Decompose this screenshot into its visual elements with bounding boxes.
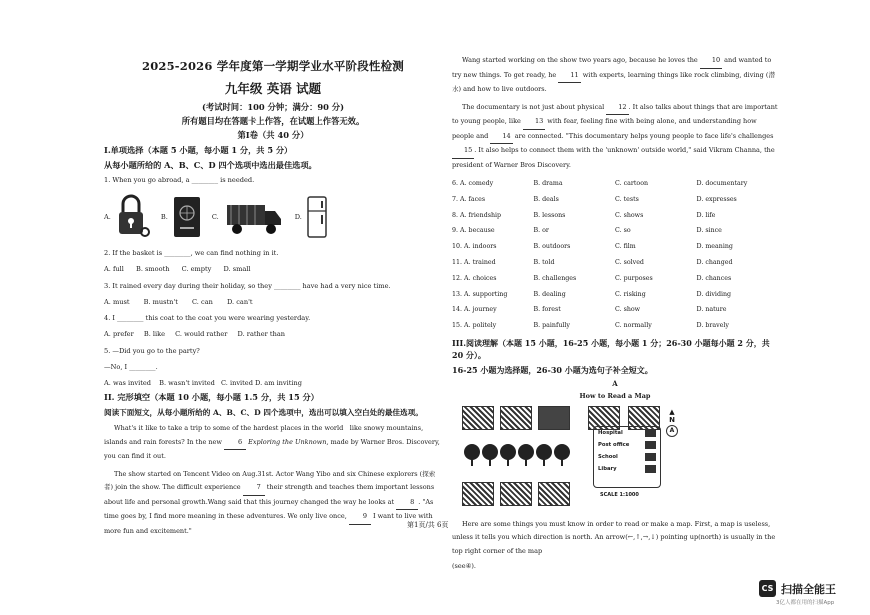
option: C. film bbox=[615, 243, 636, 251]
option: C. shows bbox=[615, 211, 644, 219]
q1-images bbox=[104, 191, 442, 243]
option: C. tests bbox=[615, 195, 639, 203]
options-row-13 bbox=[452, 287, 778, 303]
q5-stem: 5. —Did you go to the party? bbox=[104, 346, 200, 355]
section2-heading: II. 完形填空（本题 10 小题，每小题 1.5 分，共 15 分） bbox=[104, 392, 319, 402]
cloze-text: and wanted to try new things. To get ready, he bbox=[452, 56, 772, 79]
cloze-paragraph-2 bbox=[104, 468, 442, 539]
q4-options bbox=[104, 328, 442, 342]
map-tile bbox=[462, 482, 494, 506]
option: B. dealing bbox=[533, 290, 566, 298]
option: D. nature bbox=[696, 306, 727, 314]
section1-instruction: 从每小题所给的 A、B、C、D 四个选项中选出最佳选项。 bbox=[104, 160, 317, 170]
cloze-text: I want to live with more fun and excitement." bbox=[104, 512, 433, 535]
section2-instruction: 阅读下面短文，从每小题所给的 A、B、C、D 四个选项中，选出可以填入空白处的最佳选项。 bbox=[104, 408, 423, 417]
q3-options bbox=[104, 296, 442, 310]
options-row-15 bbox=[452, 318, 778, 334]
q4-option-d: D. rather than bbox=[237, 330, 285, 338]
cloze-text: . It also talks about things that are important to young people, like bbox=[452, 102, 778, 125]
option: 12. A. choices bbox=[452, 274, 497, 282]
brand-name: 扫描全能王 bbox=[781, 582, 836, 596]
cloze-text: are connected. "This documentary helps young people to face life's challenges bbox=[514, 131, 774, 140]
part-label: 第Ⅰ卷（共 40 分） bbox=[237, 130, 309, 140]
options-row-8 bbox=[452, 208, 778, 224]
option: 14. A. journey bbox=[452, 306, 497, 314]
option: B. challenges bbox=[533, 274, 577, 282]
map-tile bbox=[500, 482, 532, 506]
map-scale: SCALE 1:1000 bbox=[600, 491, 639, 498]
option: C. risking bbox=[615, 290, 646, 298]
page-number: 第1页/共 6页 bbox=[407, 521, 449, 529]
options-row-9 bbox=[452, 223, 778, 239]
trees-icon bbox=[462, 440, 582, 470]
options-row-7 bbox=[452, 192, 778, 208]
section3-heading: III.阅读理解（本题 15 小题，16-25 小题，每小题 1 分；26-30 小题每小题 2 分，共 20 分）。 bbox=[452, 337, 770, 360]
scanner-watermark bbox=[759, 580, 836, 597]
compass-sub: A bbox=[666, 425, 678, 437]
cloze-paragraph-4 bbox=[452, 101, 778, 173]
options-row-10 bbox=[452, 239, 778, 255]
truck-icon bbox=[223, 197, 285, 237]
option: B. painfully bbox=[533, 322, 570, 330]
cloze-text: their strength and teaches them important lessons about life and personal growth.Wang said that this journey changed the way he looks at bbox=[104, 483, 435, 506]
compass bbox=[666, 408, 678, 438]
compass-arrow-icon: ▲ bbox=[669, 407, 675, 416]
blank-7: 7 bbox=[243, 481, 265, 496]
post-office-icon bbox=[645, 441, 656, 449]
option: B. lessons bbox=[533, 211, 566, 219]
option: C. so bbox=[615, 227, 631, 235]
map-paragraph-end: (see④). bbox=[452, 562, 476, 571]
option: D. dividing bbox=[696, 290, 732, 298]
legend-label: Post office bbox=[598, 441, 630, 448]
map-text: Here are some things you must know in order to read or make a map. First, a map is useless, unless it tells you which direction is north. An arrow(←,↑,→,↓) pointing up(north) is usually in the top right corner of the map bbox=[452, 519, 776, 555]
option: D. since bbox=[696, 227, 722, 235]
q4-option-c: C. would rather bbox=[175, 330, 228, 338]
exam-instruction: 所有题目均在答题卡上作答，在试题上作答无效。 bbox=[181, 116, 365, 126]
q5-options bbox=[104, 377, 442, 391]
options-row-14 bbox=[452, 302, 778, 318]
legend-item bbox=[594, 427, 660, 439]
q1-label-c: C. bbox=[211, 213, 219, 221]
option: B. outdoors bbox=[533, 243, 571, 251]
blank-15: 15 bbox=[452, 144, 474, 159]
q5-reply: —No, I ________. bbox=[104, 362, 158, 371]
option: 8. A. friendship bbox=[452, 211, 502, 219]
exam-info: (考试时间：100 分钟；满分：90 分) bbox=[201, 102, 345, 112]
q4-stem: 4. I ________ this coat to the coat you were wearing yesterday. bbox=[104, 314, 311, 322]
blank-13: 13 bbox=[523, 115, 545, 130]
q3-option-b: B. mustn't bbox=[143, 297, 178, 306]
option: 6. A. comedy bbox=[452, 180, 494, 187]
cloze-text: . "As time goes by, I find more meaning in these adventures. We only live once, bbox=[104, 497, 434, 520]
cloze-text: Wang started working on the show two years ago, because he loves the bbox=[462, 56, 698, 64]
option: 7. A. faces bbox=[452, 195, 486, 203]
option: 13. A. supporting bbox=[452, 290, 508, 298]
option: B. told bbox=[533, 258, 555, 266]
map-tile bbox=[538, 482, 570, 506]
cloze-text: The show started on Tencent Video on Aug.31st. Actor Wang Yibo and six Chinese explorers (探索者) join the show. The difficult experience bbox=[104, 469, 436, 491]
option: D. documentary bbox=[696, 180, 748, 187]
legend-label: Libary bbox=[598, 465, 617, 472]
q1-label-d: D. bbox=[294, 213, 302, 221]
q3-option-c: C. can bbox=[192, 297, 213, 306]
options-row-11 bbox=[452, 255, 778, 271]
hospital-icon bbox=[645, 429, 656, 437]
compass-label: N bbox=[669, 415, 675, 424]
option: C. normally bbox=[615, 322, 652, 330]
option: B. deals bbox=[533, 195, 559, 203]
option: B. or bbox=[533, 227, 549, 235]
cloze-options-table bbox=[452, 176, 778, 334]
library-icon bbox=[645, 465, 656, 473]
blank-6: 6 bbox=[224, 436, 246, 451]
section1-heading: I.单项选择（本题 5 小题，每小题 1 分，共 5 分） bbox=[104, 145, 293, 155]
options-row-12 bbox=[452, 271, 778, 287]
school-icon bbox=[645, 453, 656, 461]
lock-key-icon bbox=[115, 194, 151, 240]
map-paragraph bbox=[452, 518, 778, 559]
option: D. changed bbox=[696, 258, 733, 266]
q5-option-a: A. was invited bbox=[104, 378, 151, 387]
map-tile bbox=[500, 406, 532, 430]
option: 9. A. because bbox=[452, 227, 495, 235]
option: C. solved bbox=[615, 258, 644, 266]
option: 11. A. trained bbox=[452, 258, 496, 266]
q5-option-c: C. invited bbox=[220, 378, 253, 387]
section3-sub: 16-25 小题为选择题，26-30 小题为选句子补全短文。 bbox=[452, 364, 653, 375]
blank-9: 9 bbox=[349, 510, 371, 525]
cloze-text: The documentary is not just about physical bbox=[462, 102, 605, 111]
option: C. show bbox=[615, 306, 641, 314]
cloze-paragraph-3 bbox=[452, 54, 778, 97]
q2-option-c: C. empty bbox=[181, 265, 212, 273]
q2-option-b: B. smooth bbox=[135, 265, 170, 273]
cloze-text: made by Warner Bros. Discovery, you can find it out. bbox=[104, 437, 440, 460]
legend-label: Hospital bbox=[598, 429, 623, 436]
q4-option-b: B. like bbox=[143, 330, 165, 338]
cloze-paragraph-1 bbox=[104, 422, 442, 464]
map-figure bbox=[460, 404, 690, 512]
fridge-icon bbox=[306, 195, 328, 239]
map-title: How to Read a Map bbox=[579, 391, 651, 400]
option: D. bravely bbox=[696, 322, 729, 330]
q2-option-a: A. full bbox=[104, 265, 124, 273]
map-tile bbox=[462, 406, 494, 430]
q3-stem: 3. It rained every day during their holiday, so they ________ have had a very nice time. bbox=[104, 281, 391, 290]
legend-item bbox=[594, 439, 660, 451]
blank-12: 12 bbox=[606, 101, 628, 116]
option: C. purposes bbox=[615, 274, 653, 282]
option: B. drama bbox=[533, 180, 563, 187]
blank-11: 11 bbox=[558, 69, 580, 84]
option: 10. A. indoors bbox=[452, 243, 497, 251]
brand-tagline: 3亿人都在用的扫描App bbox=[776, 600, 835, 606]
map-tile bbox=[538, 406, 570, 430]
map-legend bbox=[593, 426, 661, 488]
passport-icon bbox=[172, 195, 202, 239]
option: D. expresses bbox=[696, 195, 737, 203]
legend-item bbox=[594, 463, 660, 475]
blank-14: 14 bbox=[490, 130, 512, 145]
cloze-text: What's it like to take a trip to some of the hardest places in the world like snowy mountains, islands and rain forests? In the new bbox=[104, 424, 424, 446]
q2-options bbox=[104, 263, 442, 277]
cloze-text: with experts, learning things like rock climbing, diving (潜水) and how to live outdoors. bbox=[452, 70, 775, 93]
show-title: Exploring the Unknown, bbox=[248, 437, 329, 446]
blank-8: 8 bbox=[396, 496, 418, 511]
option: 15. A. politely bbox=[452, 322, 497, 330]
exam-title: 2025-2026 学年度第一学期学业水平阶段性检测 bbox=[142, 59, 404, 73]
cloze-text: with fear, feeling fine with being alone, and understanding how people and bbox=[452, 117, 757, 140]
q5-option-d: D. am inviting bbox=[255, 378, 302, 387]
passage-label: A bbox=[612, 378, 618, 388]
option: B. forest bbox=[533, 306, 561, 314]
camscanner-logo-icon: CS bbox=[759, 580, 776, 597]
legend-item bbox=[594, 451, 660, 463]
option: C. cartoon bbox=[615, 180, 649, 187]
option: D. life bbox=[696, 211, 716, 219]
legend-label: School bbox=[598, 453, 618, 460]
exam-subject: 九年级 英语 试题 bbox=[224, 81, 322, 96]
left-column bbox=[104, 48, 442, 542]
q3-option-a: A. must bbox=[104, 297, 130, 306]
cloze-text: . It also helps to connect them with the 'unknown' outside world," said Vikram Channa, the president of Warner Bros Discovery. bbox=[452, 146, 775, 169]
options-row-6 bbox=[452, 176, 778, 192]
q2-stem: 2. If the basket is ________, we can find nothing in it. bbox=[104, 249, 279, 257]
q5-option-b: B. wasn't invited bbox=[159, 378, 215, 387]
q2-option-d: D. small bbox=[223, 265, 251, 273]
q1-label-b: B. bbox=[160, 213, 168, 221]
option: D. chances bbox=[696, 274, 732, 282]
blank-10: 10 bbox=[700, 54, 722, 69]
q3-option-d: D. can't bbox=[226, 297, 253, 306]
q1-label-a: A. bbox=[104, 213, 111, 221]
q1-stem: 1. When you go abroad, a ________ is needed. bbox=[104, 176, 255, 184]
option: D. meaning bbox=[696, 243, 733, 251]
right-column bbox=[452, 50, 778, 578]
q4-option-a: A. prefer bbox=[104, 330, 134, 338]
